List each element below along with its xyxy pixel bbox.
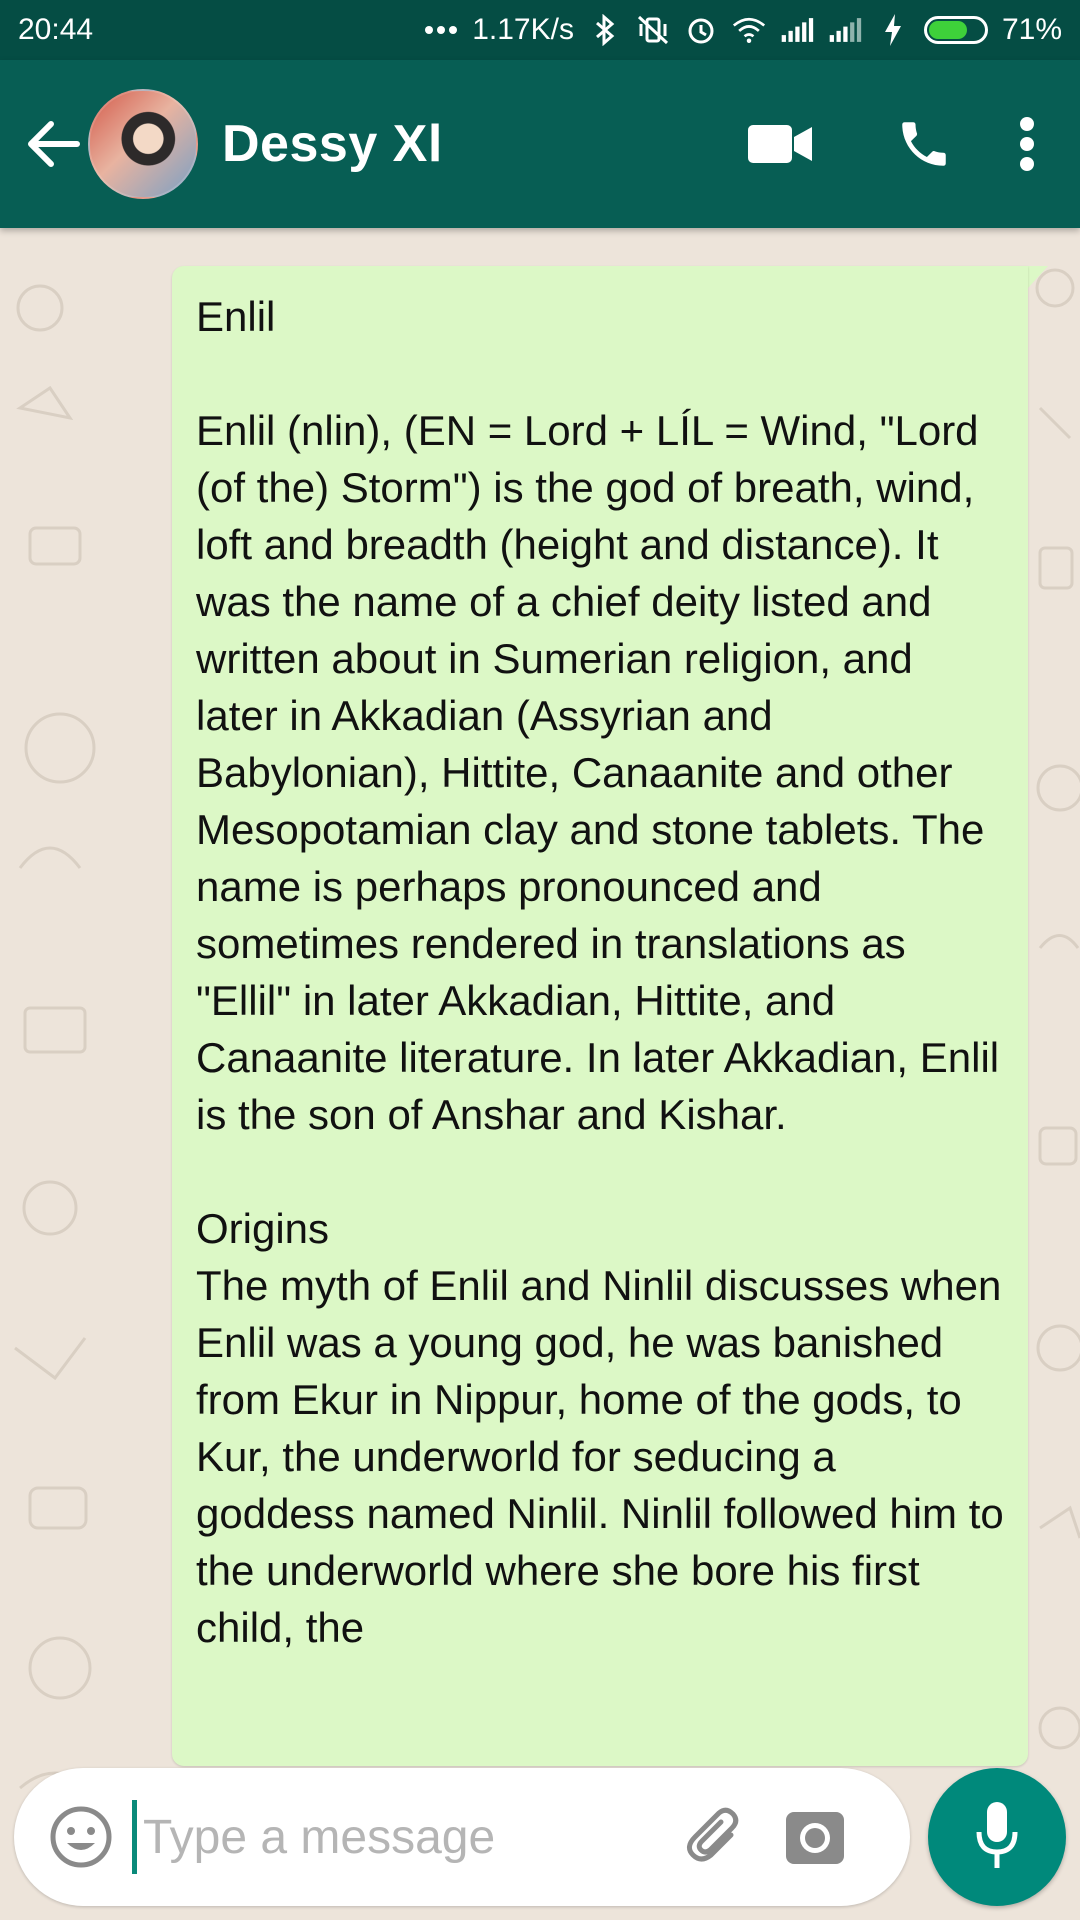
camera-icon [784, 1808, 846, 1866]
voice-message-button[interactable] [928, 1768, 1066, 1906]
paperclip-icon [683, 1805, 747, 1869]
signal-icon-2 [828, 13, 862, 47]
contact-name[interactable]: Dessy Xl [222, 115, 443, 173]
battery-fill [929, 21, 967, 39]
more-options-button[interactable] [992, 94, 1062, 194]
avatar[interactable] [88, 89, 198, 199]
status-icons [424, 13, 1062, 47]
microphone-icon [975, 1802, 1019, 1872]
voice-call-button[interactable] [874, 94, 974, 194]
emoji-icon [49, 1805, 113, 1869]
battery-percent: 71% [1001, 13, 1062, 46]
network-speed: 1.17K/s [472, 13, 574, 46]
signal-icon [780, 13, 814, 47]
status-bar [0, 0, 1080, 60]
alarm-icon [684, 13, 718, 47]
status-time: 20:44 [18, 13, 94, 46]
dots-icon [424, 13, 458, 47]
back-button[interactable] [18, 109, 88, 179]
wifi-icon [732, 13, 766, 47]
chat-header [0, 60, 1080, 228]
chat-area[interactable] [0, 228, 1080, 1920]
bluetooth-icon [588, 13, 622, 47]
camera-button[interactable] [775, 1797, 855, 1877]
charging-icon [876, 13, 910, 47]
battery-icon [924, 16, 988, 44]
vibrate-off-icon [636, 13, 670, 47]
emoji-button[interactable] [46, 1802, 116, 1872]
phone-icon [895, 115, 953, 173]
text-cursor [132, 1800, 137, 1874]
message-input[interactable] [141, 1809, 665, 1866]
more-vert-icon [1019, 116, 1035, 172]
bubble-tail [1028, 266, 1048, 288]
message-composer [14, 1768, 910, 1906]
attach-button[interactable] [675, 1797, 755, 1877]
message-text: Enlil Enlil (nlin), (EN = Lord + LÍL = Wind, "Lord (of the) Storm") is the god of breath, wind, loft and breadth (height and distance). It was the name of a chief deity listed and written about in Sumerian religion, and later in Akkadian (Assyrian and Babylonian), Hittite, Canaanite and other Mesopotamian clay and stone tablets. The name is perhaps pronounced and sometimes rendered in translations as "Ellil" in later Akkadian, Hittite, and Canaanite literature. In later Akkadian, Enlil is the son of Anshar and Kishar. Origins The myth of Enlil and Ninlil discusses when Enlil was a young god, he was banished from Ekur in Nippur, home of the gods, to Kur, the underworld for seducing a goddess named Ninlil. Ninlil followed him to the underworld where she bore his first child, the [196, 293, 1004, 1651]
video-call-icon [748, 123, 812, 165]
video-call-button[interactable] [730, 94, 830, 194]
message-bubble-outgoing[interactable] [172, 266, 1028, 1766]
back-arrow-icon [25, 120, 81, 168]
